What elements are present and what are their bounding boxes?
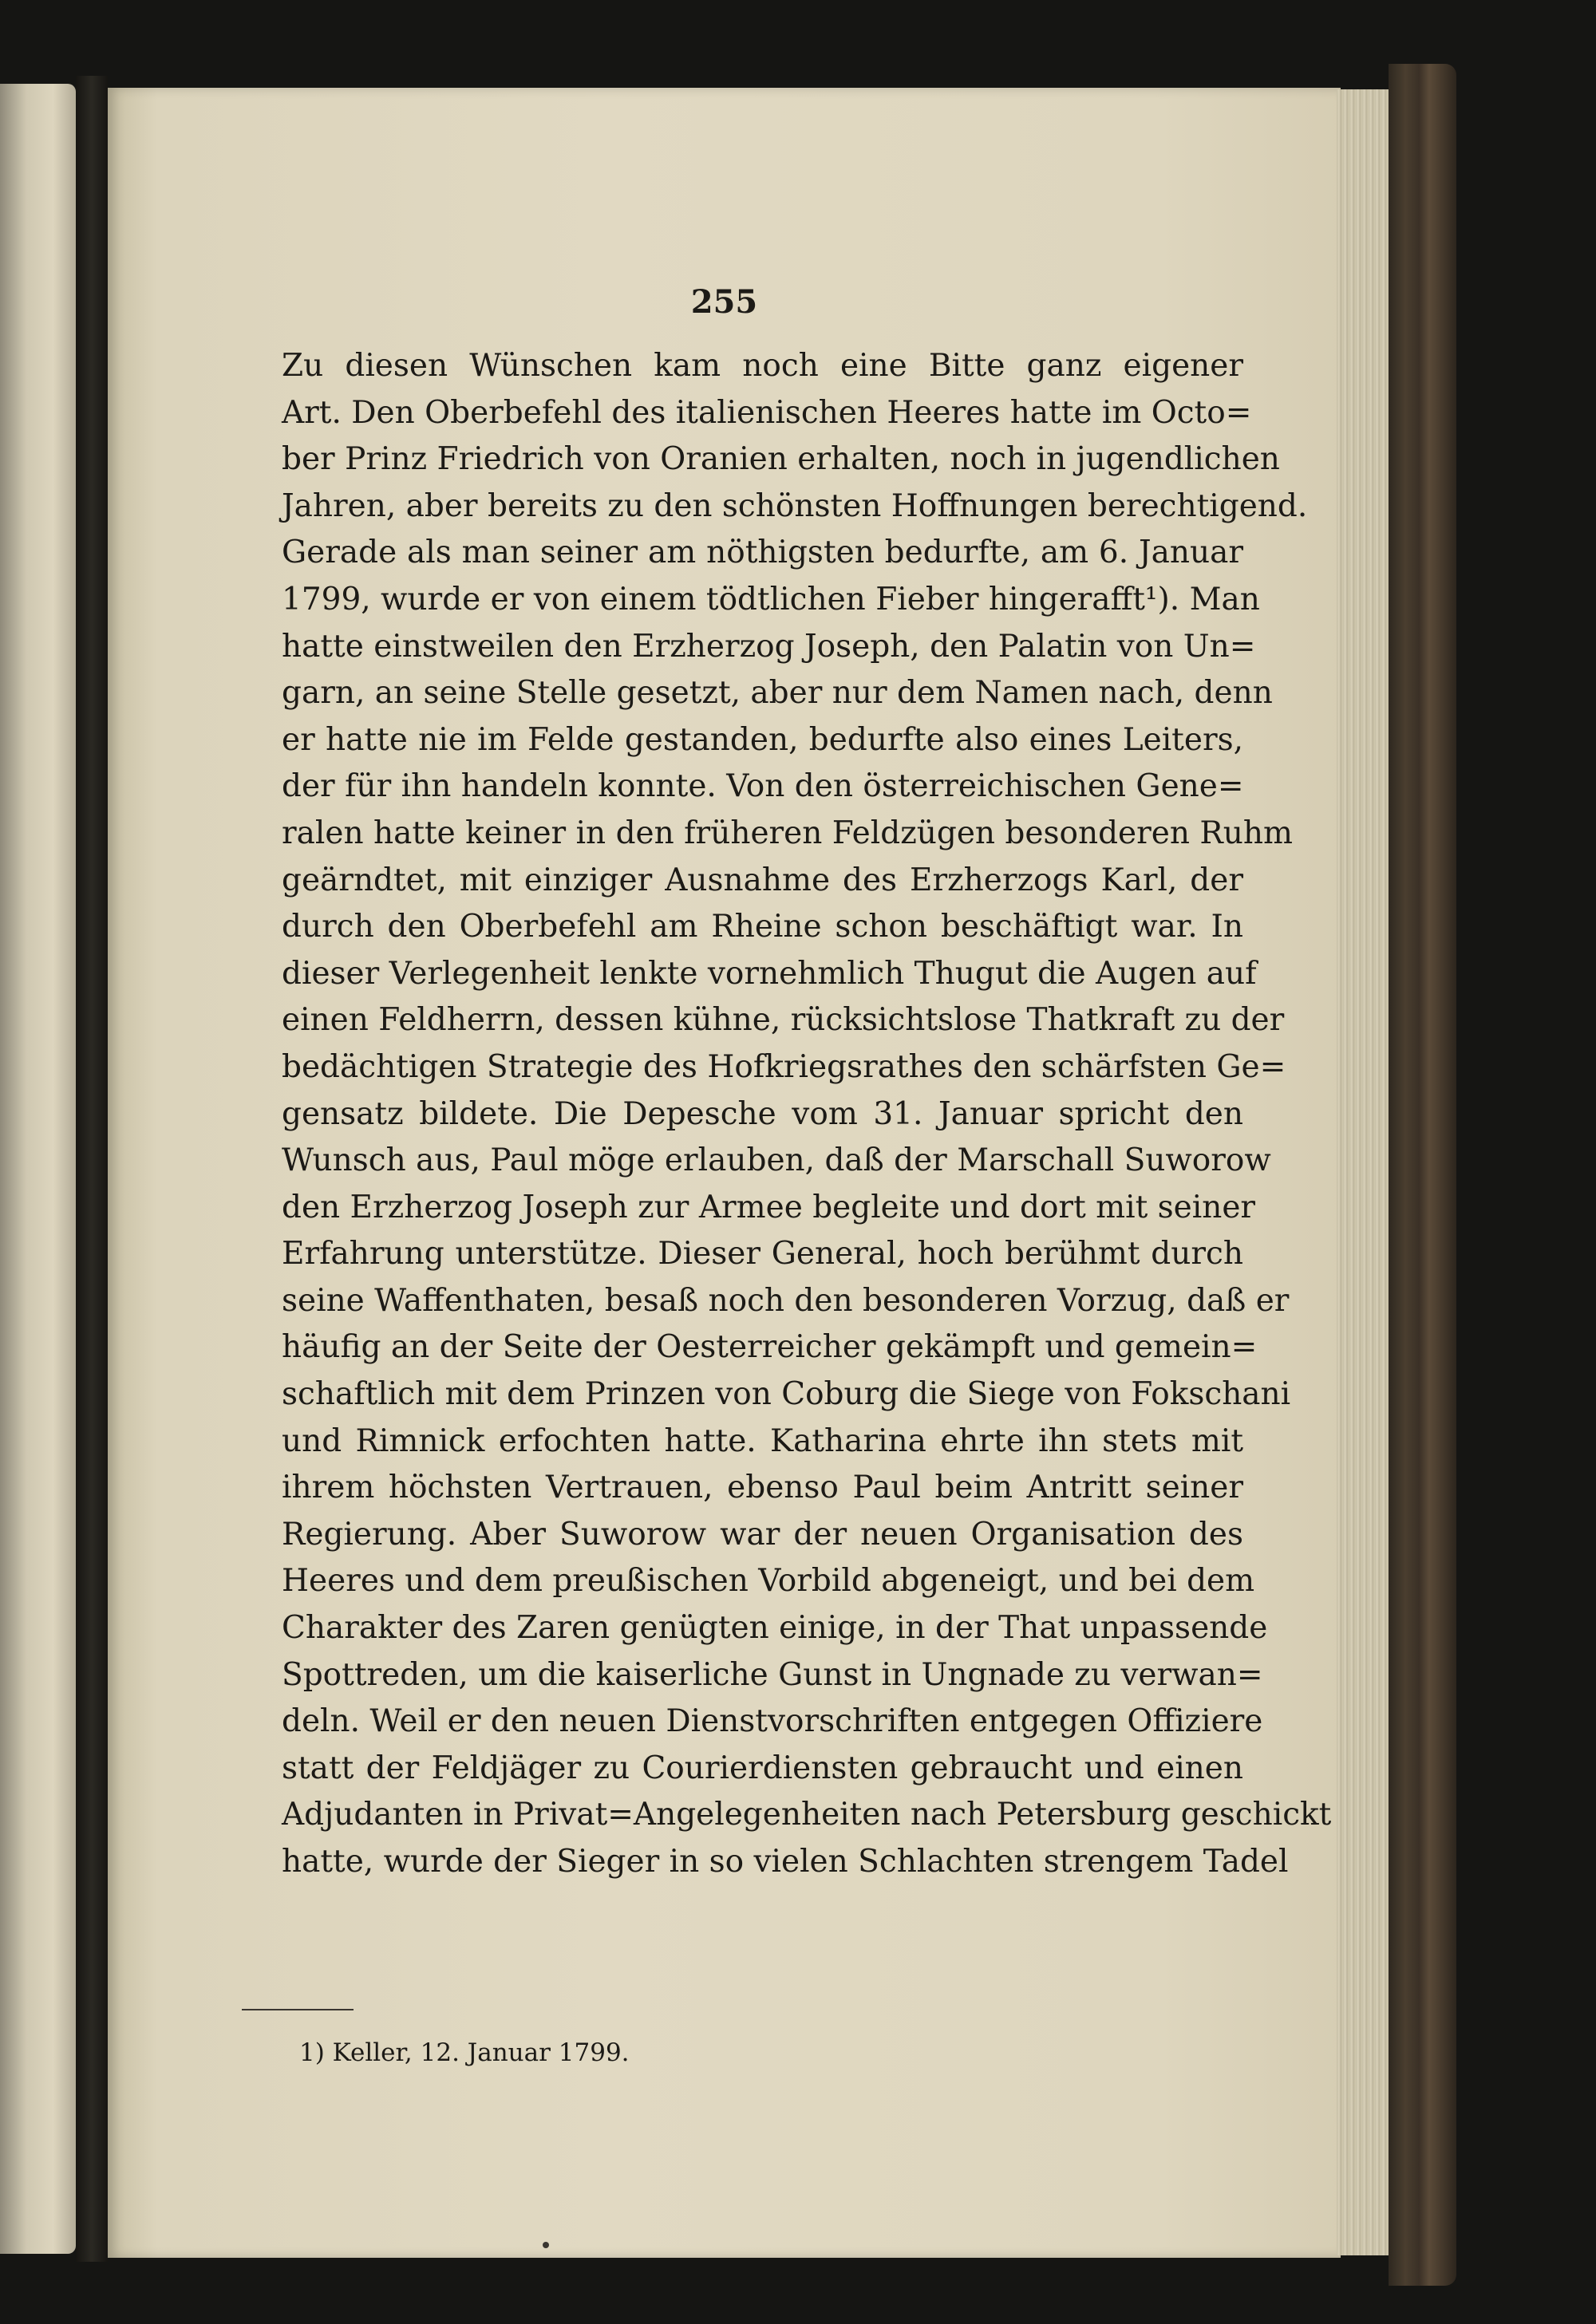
- text-line: Gerade als man seiner am nöthigsten bedurfte, am 6. Januar: [282, 535, 1243, 571]
- text-line: bedächtigen Strategie des Hofkriegsrathes den schärfsten Ge=: [282, 1048, 1286, 1085]
- book-page: [108, 88, 1341, 2258]
- text-line: und Rimnick erfochten hatte. Katharina ehrte ihn stets mit: [282, 1422, 1243, 1459]
- text-line: geärndtet, mit einziger Ausnahme des Erzherzogs Karl, der: [282, 862, 1243, 898]
- text-line: Charakter des Zaren genügten einige, in der That unpassende: [282, 1610, 1268, 1647]
- footnote-rule: [242, 2009, 354, 2010]
- text-line: schaftlich mit dem Prinzen von Coburg die Siege von Fokschani: [282, 1376, 1291, 1413]
- text-line: Zu diesen Wünschen kam noch eine Bitte ganz eigener: [282, 348, 1243, 384]
- text-line: einen Feldherrn, dessen kühne, rücksichtslose Thatkraft zu der: [282, 1002, 1285, 1039]
- text-line: Heeres und dem preußischen Vorbild abgeneigt, und bei dem: [282, 1563, 1255, 1600]
- text-line: 1799, wurde er von einem tödtlichen Fieber hingerafft¹). Man: [282, 581, 1260, 617]
- text-line: ralen hatte keiner in den früheren Feldzügen besonderen Ruhm: [282, 815, 1293, 851]
- text-line: Jahren, aber bereits zu den schönsten Hoffnungen berechtigend.: [282, 487, 1308, 524]
- text-line: deln. Weil er den neuen Dienstvorschriften entgegen Offiziere: [282, 1703, 1263, 1740]
- text-line: ber Prinz Friedrich von Oranien erhalten, noch in jugendlichen: [282, 441, 1280, 478]
- page-edges: [1337, 89, 1389, 2255]
- text-line: hatte einstweilen den Erzherzog Joseph, den Palatin von Un=: [282, 628, 1256, 665]
- text-line: durch den Oberbefehl am Rheine schon beschäftigt war. In: [282, 909, 1243, 945]
- text-line: den Erzherzog Joseph zur Armee begleite und dort mit seiner: [282, 1189, 1256, 1225]
- book-cover: [1389, 64, 1456, 2286]
- text-line: Wunsch aus, Paul möge erlauben, daß der Marschall Suworow: [282, 1142, 1271, 1179]
- page-number: 255: [690, 283, 758, 321]
- text-line: häufig an der Seite der Oesterreicher gekämpft und gemein=: [282, 1329, 1258, 1366]
- text-line: hatte, wurde der Sieger in so vielen Schlachten strengem Tadel: [282, 1844, 1289, 1880]
- text-line: seine Waffenthaten, besaß noch den besonderen Vorzug, daß er: [282, 1282, 1290, 1319]
- page-speck: [543, 2242, 549, 2248]
- text-line: Regierung. Aber Suworow war der neuen Organisation des: [282, 1516, 1243, 1553]
- text-line: Adjudanten in Privat=Angelegenheiten nach Petersburg geschickt: [282, 1797, 1332, 1833]
- text-line: garn, an seine Stelle gesetzt, aber nur dem Namen nach, denn: [282, 675, 1273, 712]
- text-line: gensatz bildete. Die Depesche vom 31. Januar spricht den: [282, 1095, 1243, 1132]
- text-line: ihrem höchsten Vertrauen, ebenso Paul beim Antritt seiner: [282, 1470, 1243, 1506]
- text-line: Erfahrung unterstütze. Dieser General, hoch berühmt durch: [282, 1236, 1243, 1272]
- footnote: 1) Keller, 12. Januar 1799.: [299, 2038, 630, 2067]
- left-page-edge: [0, 84, 76, 2254]
- text-line: er hatte nie im Felde gestanden, bedurfte also eines Leiters,: [282, 721, 1243, 758]
- text-line: der für ihn handeln konnte. Von den österreichischen Gene=: [282, 768, 1244, 805]
- text-line: Art. Den Oberbefehl des italienischen Heeres hatte im Octo=: [282, 394, 1252, 431]
- text-line: statt der Feldjäger zu Courierdiensten gebraucht und einen: [282, 1750, 1243, 1786]
- book-gutter: [76, 76, 108, 2262]
- text-line: dieser Verlegenheit lenkte vornehmlich Thugut die Augen auf: [282, 955, 1257, 992]
- text-line: Spottreden, um die kaiserliche Gunst in Ungnade zu verwan=: [282, 1656, 1263, 1693]
- body-text: [282, 343, 1332, 1886]
